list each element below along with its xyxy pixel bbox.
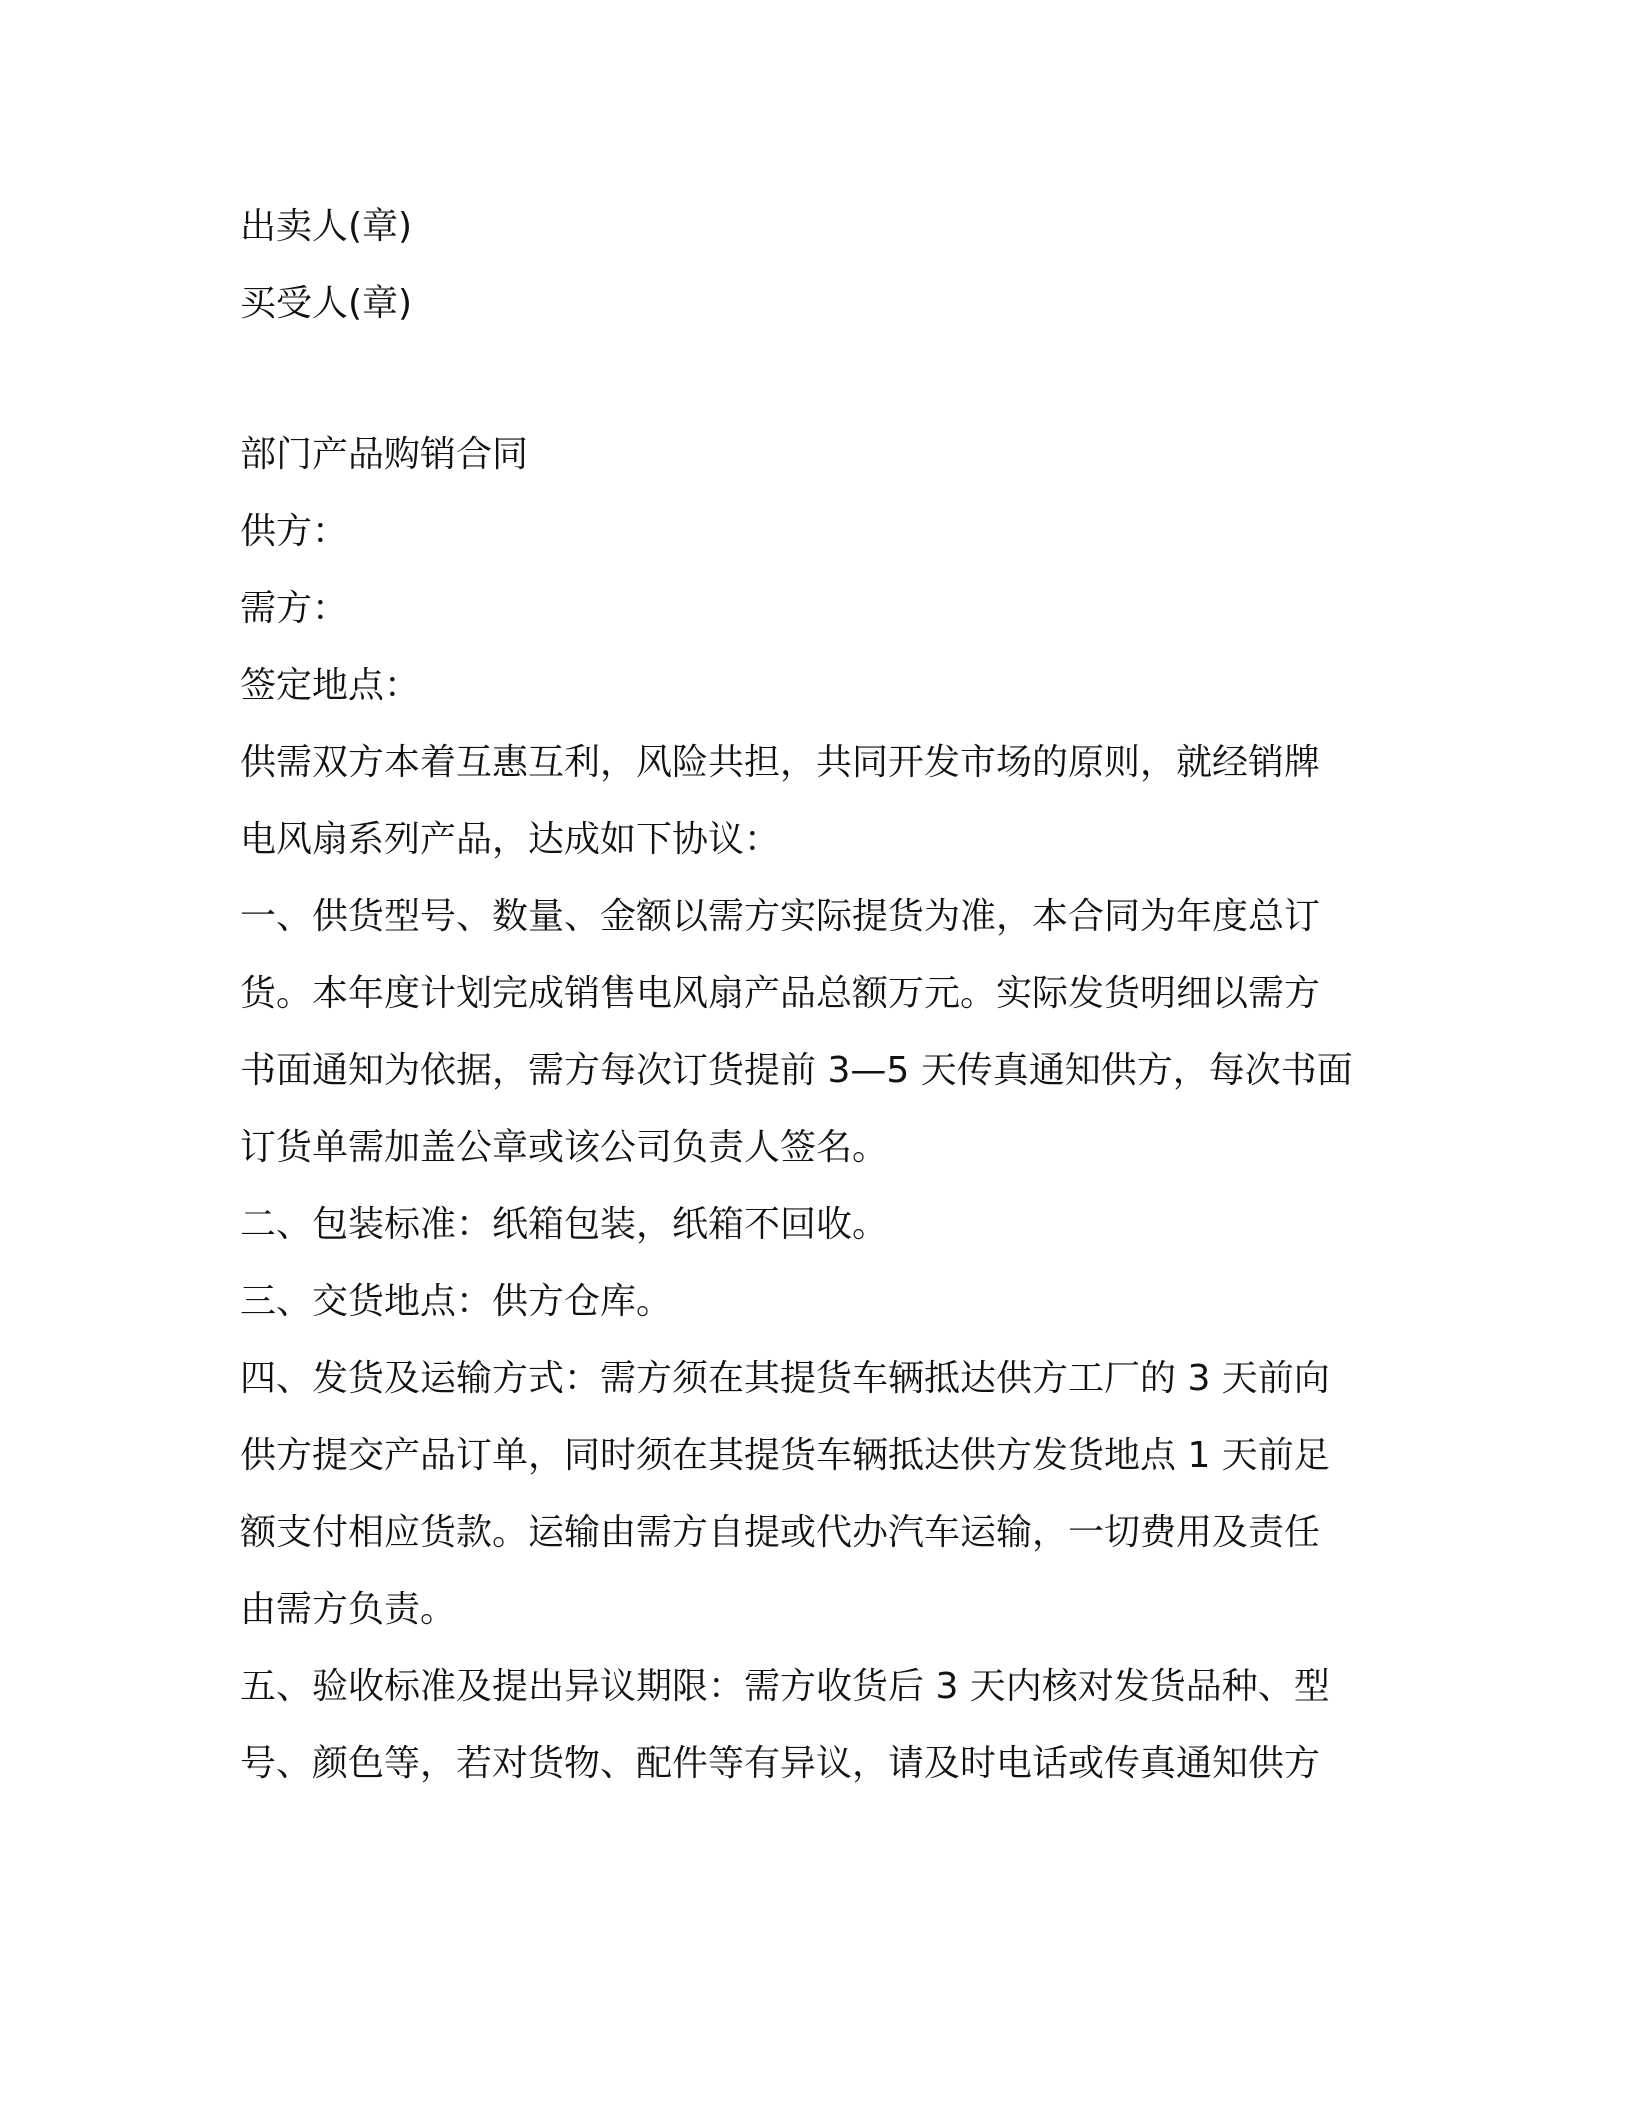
- clause-5-line: 号、颜色等，若对货物、配件等有异议，请及时电话或传真通知供方: [240, 1743, 1321, 1784]
- clause-1-line: 一、供货型号、数量、金额以需方实际提货为准，本合同为年度总订: [240, 896, 1321, 937]
- clause-1-line: 订货单需加盖公章或该公司负责人签名。: [240, 1127, 889, 1168]
- clause-4-line: 供方提交产品订单，同时须在其提货车辆抵达供方发货地点 1 天前足: [240, 1435, 1330, 1476]
- intro-line: 电风扇系列产品，达成如下协议：: [240, 819, 781, 860]
- seller-seal-line: 出卖人(章): [240, 206, 413, 247]
- clause-4-line: 四、发货及运输方式：需方须在其提货车辆抵达供方工厂的 3 天前向: [240, 1358, 1330, 1399]
- clause-1-line: 货。本年度计划完成销售电风扇产品总额万元。实际发货明细以需方: [240, 973, 1321, 1014]
- document-body: [240, 188, 1380, 1802]
- clause-5-line: 五、验收标准及提出异议期限：需方收货后 3 天内核对发货品种、型: [240, 1666, 1330, 1707]
- section-gap: [240, 342, 1380, 416]
- clause-4-line: 由需方负责。: [240, 1589, 457, 1630]
- clause-1-line: 书面通知为依据，需方每次订货提前 3—5 天传真通知供方，每次书面: [240, 1050, 1353, 1091]
- clause-4-line: 额支付相应货款。运输由需方自提或代办汽车运输，一切费用及责任: [240, 1512, 1321, 1553]
- clause-3: 三、交货地点：供方仓库。: [240, 1281, 673, 1322]
- supplier-label: 供方：: [240, 511, 349, 552]
- signing-location-label: 签定地点：: [240, 665, 421, 706]
- contract-title: 部门产品购销合同: [240, 434, 529, 475]
- buyer-seal-line: 买受人(章): [240, 283, 413, 324]
- intro-line: 供需双方本着互惠互利，风险共担，共同开发市场的原则，就经销牌: [240, 742, 1321, 783]
- buyer-label: 需方：: [240, 588, 349, 629]
- clause-2: 二、包装标准：纸箱包装，纸箱不回收。: [240, 1204, 889, 1245]
